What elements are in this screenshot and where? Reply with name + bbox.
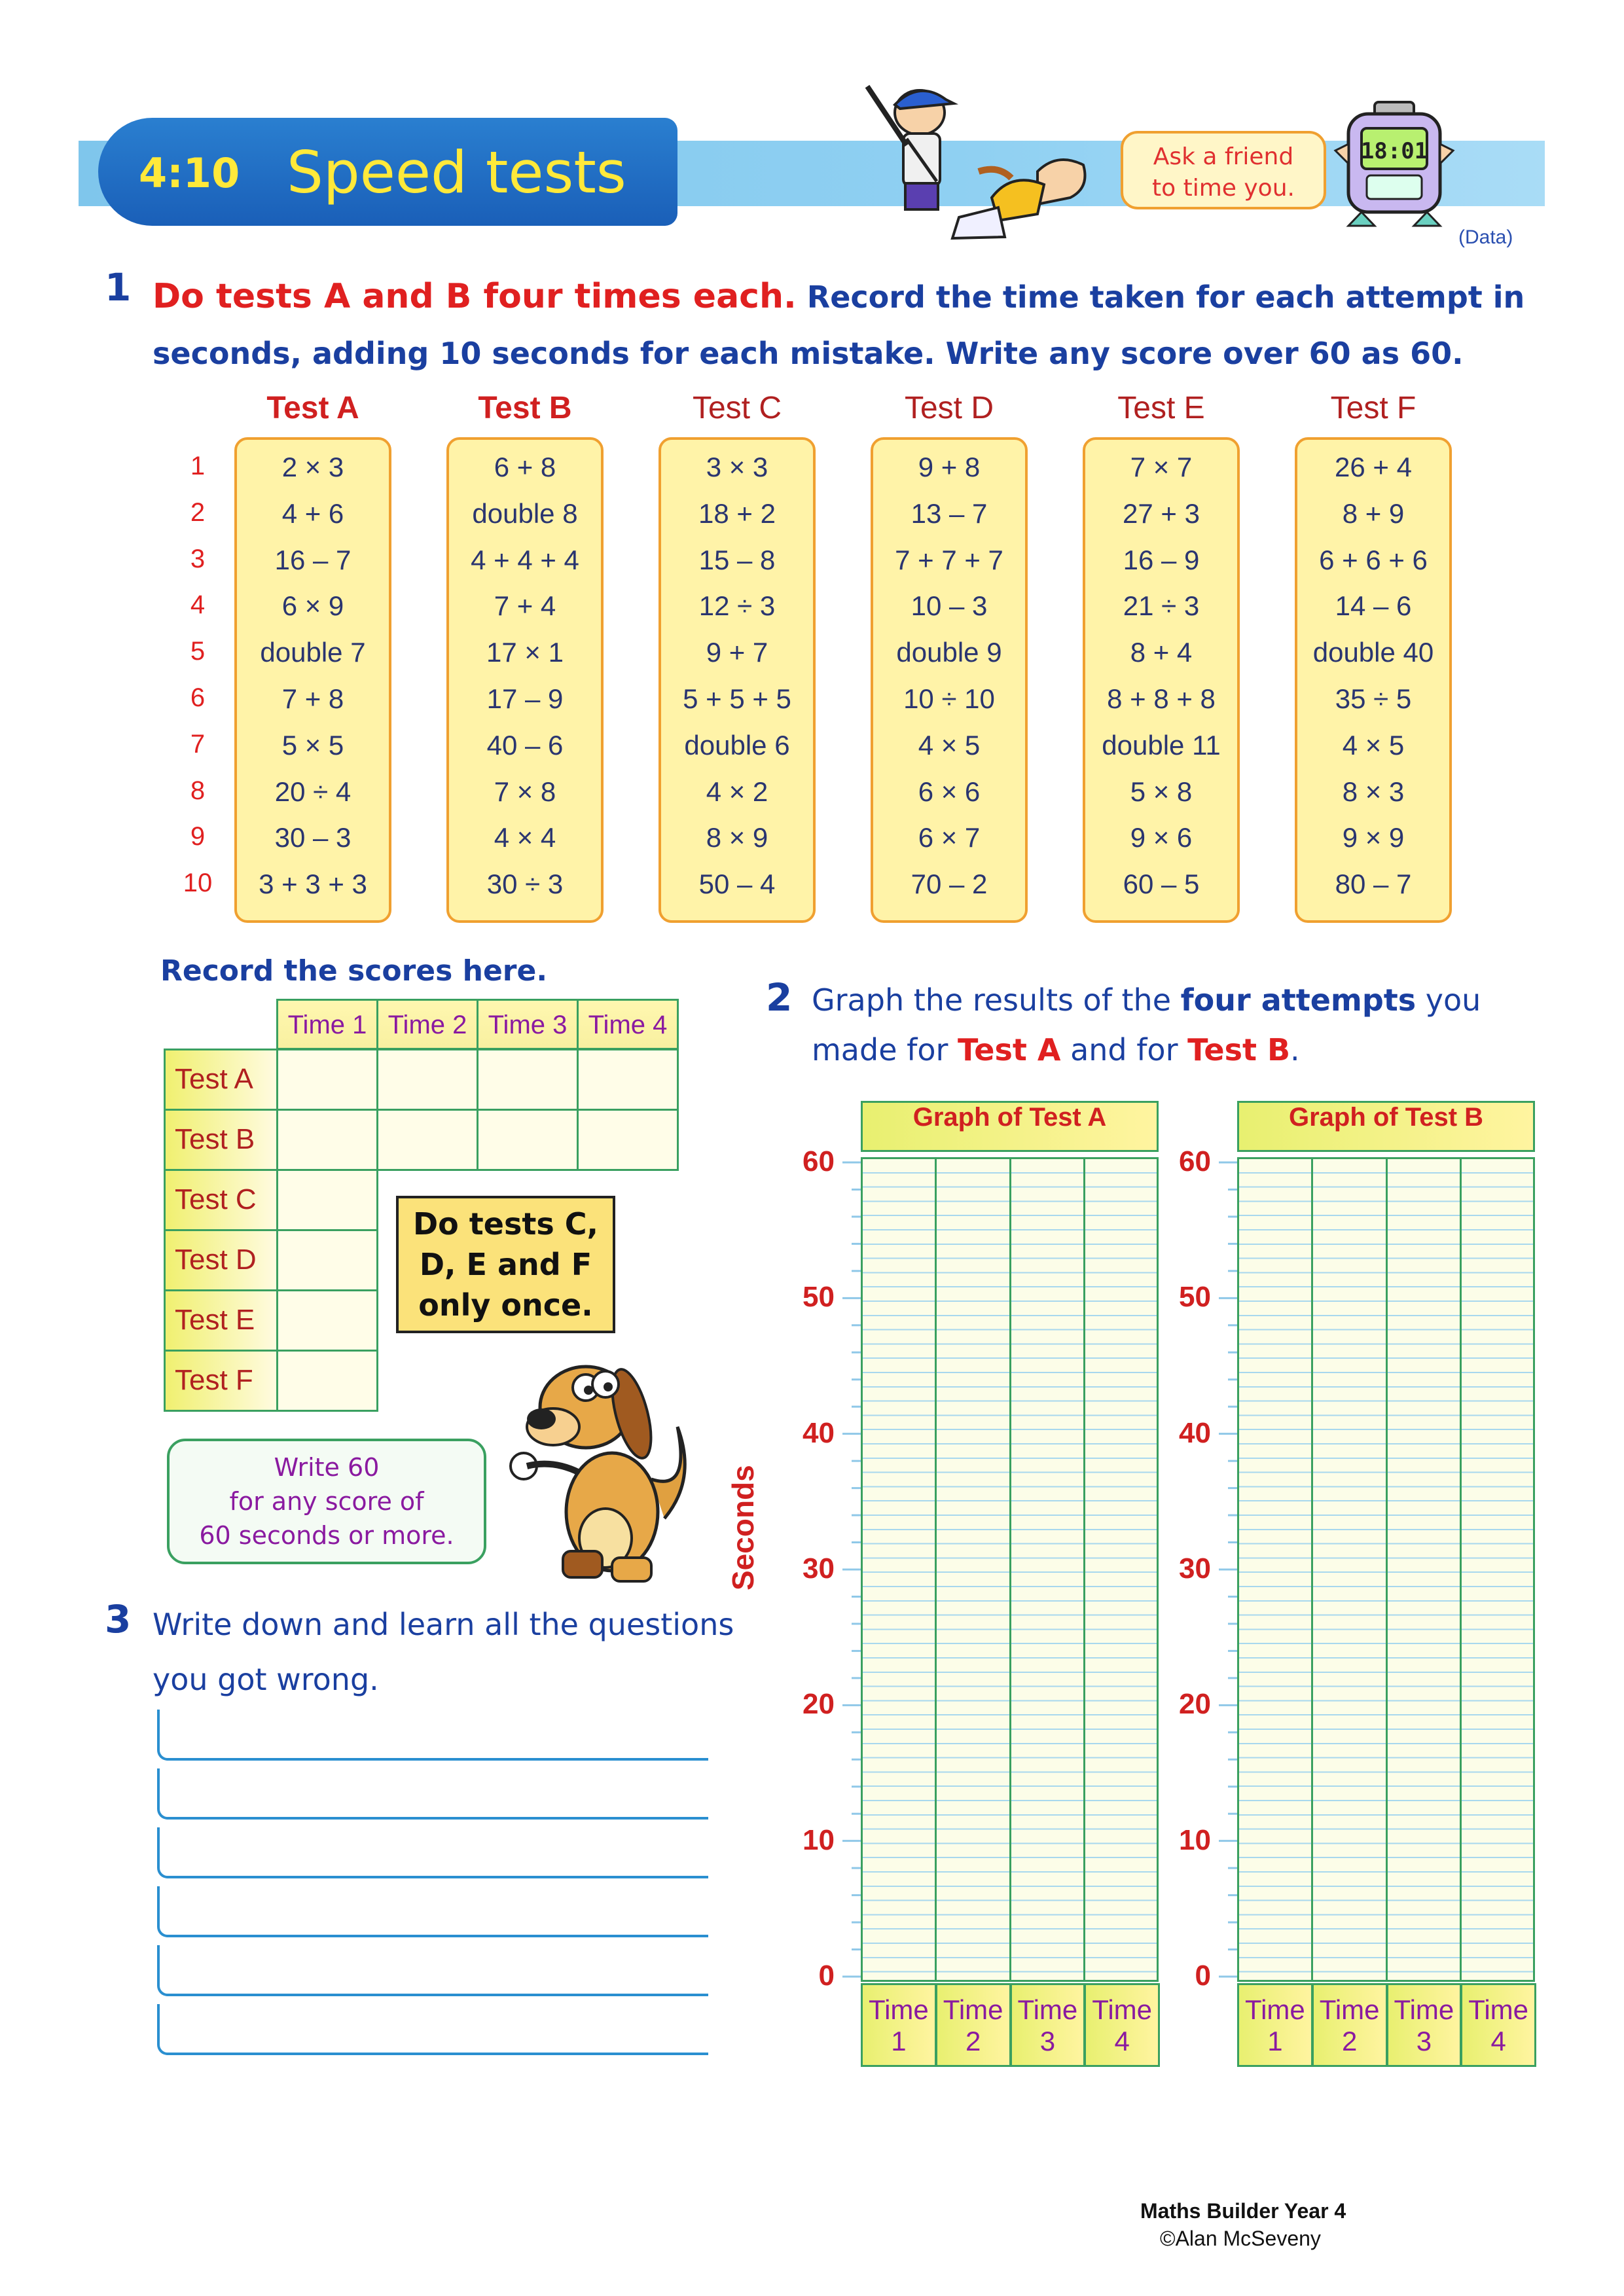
test-question: 4 × 4	[494, 822, 556, 853]
test-question: 30 – 3	[274, 822, 352, 853]
question-2-instructions	[812, 975, 1564, 1075]
test-question: 16 – 7	[274, 544, 352, 575]
answer-line[interactable]	[157, 1827, 708, 1878]
test-question: 50 – 4	[698, 869, 776, 900]
test-question: 3 + 3 + 3	[259, 869, 367, 900]
graph-x-category	[935, 1983, 1011, 2067]
question-3-instructions: Write down and learn all the questions you got wrong.	[153, 1607, 734, 1697]
row-number: 4	[190, 590, 206, 620]
test-question: double 40	[1312, 637, 1434, 668]
x-category-number: 1	[891, 2026, 907, 2056]
row-number: 7	[190, 729, 206, 759]
y-tick-label: 50	[1179, 1281, 1211, 1314]
test-question: double 9	[896, 637, 1002, 668]
row-number: 1	[190, 452, 206, 480]
test-question: 4 + 6	[281, 497, 344, 529]
y-tick-label: 50	[803, 1281, 835, 1314]
row-number: 10	[183, 869, 213, 898]
test-header: Test E	[1117, 391, 1205, 425]
y-tick-label: 0	[1195, 1960, 1211, 1992]
test-question: 4 × 5	[1342, 729, 1405, 761]
question-1-instructions	[153, 268, 1560, 382]
test-question: 60 – 5	[1123, 869, 1200, 900]
test-question: 10 – 3	[911, 590, 988, 622]
test-question: 21 ÷ 3	[1123, 590, 1200, 622]
test-question: 6 + 8	[494, 452, 556, 482]
ask-friend-line1: Ask a friend	[1153, 143, 1294, 170]
q2-part-1: Graph the results of the	[812, 982, 1181, 1018]
row-number: 8	[190, 776, 206, 805]
q2-part-4: .	[1290, 1032, 1300, 1067]
test-question: 7 × 7	[1130, 452, 1193, 482]
x-category-number: 3	[1416, 2026, 1432, 2056]
test-question: 30 ÷ 3	[486, 869, 564, 900]
test-question: 18 + 2	[698, 497, 776, 529]
test-header: Test A	[266, 391, 359, 425]
test-question: 8 + 4	[1130, 637, 1193, 668]
test-question: 26 + 4	[1335, 452, 1412, 482]
x-category-word: Time	[1017, 1994, 1078, 2025]
graph-title: Graph of Test A	[861, 1101, 1159, 1152]
graph-x-category	[1010, 1983, 1086, 2067]
test-question: 9 × 6	[1130, 822, 1193, 853]
test-header: Test D	[904, 391, 994, 425]
x-category-number: 2	[1341, 2026, 1358, 2056]
section-number: 4:10	[139, 149, 240, 197]
question-1-rest: Record the time taken for each attempt in seconds, adding 10 seconds for each mistake. Write any score over 60 as 60.	[153, 279, 1525, 371]
y-tick-label: 20	[1179, 1688, 1211, 1721]
ask-friend-note	[1121, 131, 1326, 209]
test-question: 2 × 3	[281, 452, 344, 482]
only-once-line2: D, E and F	[419, 1247, 592, 1282]
answer-line[interactable]	[157, 1768, 708, 1820]
graph-column-divider	[1460, 1157, 1462, 1982]
test-question: 14 – 6	[1335, 590, 1412, 622]
test-question: 4 × 2	[706, 776, 768, 807]
test-question: 5 × 8	[1130, 776, 1193, 807]
graph-x-category	[1386, 1983, 1462, 2067]
graph-x-category	[861, 1983, 937, 2067]
svg-text:18:01: 18:01	[1360, 138, 1428, 164]
y-tick-label: 40	[1179, 1416, 1211, 1449]
test-question: 6 + 6 + 6	[1319, 544, 1428, 575]
footer-book-title: Maths Builder Year 4	[1140, 2199, 1346, 2223]
question-1-highlight: Do tests A and B four times each.	[153, 277, 797, 316]
graph-x-category	[1460, 1983, 1536, 2067]
footer-copyright: ©Alan McSeveny	[1160, 2227, 1321, 2250]
q2-bold-four-attempts: four attempts	[1180, 982, 1416, 1018]
score-entry-cell[interactable]	[477, 1109, 579, 1171]
answer-line[interactable]	[157, 1886, 708, 1937]
y-tick-label: 20	[803, 1688, 835, 1721]
score-entry-cell[interactable]	[376, 1049, 478, 1111]
score-time-header: Time 3	[477, 999, 579, 1050]
y-axis-label: Seconds	[726, 1465, 760, 1590]
graph-column-divider	[1083, 1157, 1085, 1982]
y-tick-label: 40	[803, 1416, 835, 1449]
graph-column-divider	[1009, 1157, 1011, 1982]
page-title: Speed tests	[287, 139, 626, 206]
score-row-label: Test D	[164, 1229, 278, 1291]
x-category-number: 4	[1490, 2026, 1506, 2056]
test-question: 13 – 7	[911, 497, 988, 529]
q2-part-3: and for	[1060, 1032, 1188, 1067]
test-question: 7 × 8	[494, 776, 556, 807]
test-question: 8 + 8 + 8	[1107, 683, 1216, 714]
test-question: 40 – 6	[486, 729, 564, 761]
test-question: 5 × 5	[281, 729, 344, 761]
test-question: 7 + 7 + 7	[895, 544, 1003, 575]
y-axis-ruler	[1219, 1151, 1238, 1988]
y-tick-label: 10	[1179, 1823, 1211, 1856]
x-category-word: Time	[1319, 1994, 1380, 2025]
test-question: 10 ÷ 10	[903, 683, 995, 714]
x-category-word: Time	[943, 1994, 1003, 2025]
score-row-label: Test B	[164, 1109, 278, 1171]
graph-column-divider	[1311, 1157, 1313, 1982]
row-number: 3	[190, 544, 206, 573]
graph-x-category	[1084, 1983, 1160, 2067]
row-number: 2	[190, 497, 206, 527]
test-question: 6 × 6	[918, 776, 981, 807]
test-question: 20 ÷ 4	[274, 776, 352, 807]
test-question: 7 + 8	[281, 683, 344, 714]
score-entry-cell[interactable]	[276, 1229, 378, 1291]
answer-line[interactable]	[157, 2004, 708, 2055]
test-question: 5 + 5 + 5	[683, 683, 791, 714]
test-question: double 6	[684, 729, 790, 761]
test-header: Test F	[1330, 391, 1416, 425]
score-row-label: Test A	[164, 1049, 278, 1111]
graph-x-category	[1312, 1983, 1388, 2067]
question-2-number: 2	[766, 975, 793, 1020]
test-question: double 11	[1102, 729, 1221, 761]
test-question: 80 – 7	[1335, 869, 1412, 900]
x-category-word: Time	[1244, 1994, 1305, 2025]
test-question: double 7	[260, 637, 366, 668]
score-entry-cell[interactable]	[477, 1049, 579, 1111]
test-question: 35 ÷ 5	[1335, 683, 1412, 714]
test-question: 27 + 3	[1123, 497, 1200, 529]
only-once-line1: Do tests C,	[413, 1206, 598, 1242]
topic-tag: (Data)	[1458, 226, 1513, 248]
score-entry-cell[interactable]	[276, 1350, 378, 1412]
ask-friend-line2: to time you.	[1152, 175, 1295, 202]
test-question: 4 + 4 + 4	[471, 544, 579, 575]
record-scores-title: Record the scores here.	[160, 954, 548, 988]
write-60-bubble	[167, 1439, 486, 1564]
test-question: 4 × 5	[918, 729, 981, 761]
write-60-line3: 60 seconds or more.	[199, 1521, 454, 1550]
x-category-number: 2	[965, 2026, 981, 2056]
test-question: 15 – 8	[698, 544, 776, 575]
q2-part-2: you made for	[812, 982, 1481, 1067]
x-category-word: Time	[1092, 1994, 1153, 2025]
score-entry-cell[interactable]	[577, 1109, 679, 1171]
answer-line[interactable]	[157, 1945, 708, 1996]
score-row-label: Test F	[164, 1350, 278, 1412]
test-question: 17 × 1	[486, 637, 564, 668]
only-once-line3: only once.	[418, 1287, 593, 1323]
y-tick-label: 30	[1179, 1552, 1211, 1585]
y-tick-label: 60	[803, 1145, 835, 1177]
dog-cartoon-icon	[501, 1348, 697, 1590]
write-60-line2: for any score of	[229, 1487, 424, 1516]
graph-title: Graph of Test B	[1237, 1101, 1535, 1152]
graph-column-divider	[1386, 1157, 1388, 1982]
test-question: double 8	[472, 497, 578, 529]
x-category-word: Time	[1468, 1994, 1529, 2025]
test-header: Test C	[692, 391, 782, 425]
row-number: 5	[190, 637, 206, 666]
row-number: 9	[190, 822, 206, 852]
q2-test-a: Test A	[958, 1032, 1061, 1067]
runner-cartoon-icon	[841, 73, 1103, 243]
score-time-header: Time 1	[276, 999, 378, 1050]
score-entry-cell[interactable]	[376, 1109, 478, 1171]
write-60-line1: Write 60	[274, 1453, 380, 1482]
x-category-word: Time	[868, 1994, 929, 2025]
y-tick-label: 0	[818, 1960, 835, 1992]
score-entry-cell[interactable]	[276, 1049, 378, 1111]
q2-test-b: Test B	[1187, 1032, 1291, 1067]
test-question: 16 – 9	[1123, 544, 1200, 575]
test-question: 9 × 9	[1342, 822, 1405, 853]
answer-line[interactable]	[157, 1710, 708, 1761]
only-once-note	[396, 1196, 615, 1333]
y-tick-label: 60	[1179, 1145, 1211, 1177]
y-axis-ruler	[842, 1151, 862, 1988]
y-tick-label: 30	[803, 1552, 835, 1585]
score-row-label: Test E	[164, 1289, 278, 1352]
score-entry-cell[interactable]	[276, 1289, 378, 1352]
y-tick-label: 10	[803, 1823, 835, 1856]
score-entry-cell[interactable]	[276, 1109, 378, 1171]
question-3-number: 3	[105, 1597, 132, 1641]
stopwatch-icon	[1329, 98, 1473, 229]
test-header: Test B	[478, 391, 572, 425]
graph-column-divider	[935, 1157, 937, 1982]
score-time-header: Time 4	[577, 999, 679, 1050]
x-category-number: 3	[1039, 2026, 1056, 2056]
test-question: 8 + 9	[1342, 497, 1405, 529]
test-question: 8 × 3	[1342, 776, 1405, 807]
score-time-header: Time 2	[376, 999, 478, 1050]
x-category-word: Time	[1394, 1994, 1454, 2025]
test-question: 6 × 9	[281, 590, 344, 622]
test-question: 8 × 9	[706, 822, 768, 853]
row-number: 6	[190, 683, 206, 712]
question-1-number: 1	[105, 265, 132, 310]
score-entry-cell[interactable]	[577, 1049, 679, 1111]
graph-x-category	[1237, 1983, 1313, 2067]
score-row-label: Test C	[164, 1169, 278, 1231]
test-question: 17 – 9	[486, 683, 564, 714]
test-question: 3 × 3	[706, 452, 768, 482]
test-question: 9 + 7	[706, 637, 768, 668]
x-category-number: 1	[1267, 2026, 1283, 2056]
score-entry-cell[interactable]	[276, 1169, 378, 1231]
test-question: 9 + 8	[918, 452, 981, 482]
test-question: 70 – 2	[911, 869, 988, 900]
test-question: 12 ÷ 3	[698, 590, 776, 622]
x-category-number: 4	[1114, 2026, 1130, 2056]
test-question: 6 × 7	[918, 822, 981, 853]
test-question: 7 + 4	[494, 590, 556, 622]
